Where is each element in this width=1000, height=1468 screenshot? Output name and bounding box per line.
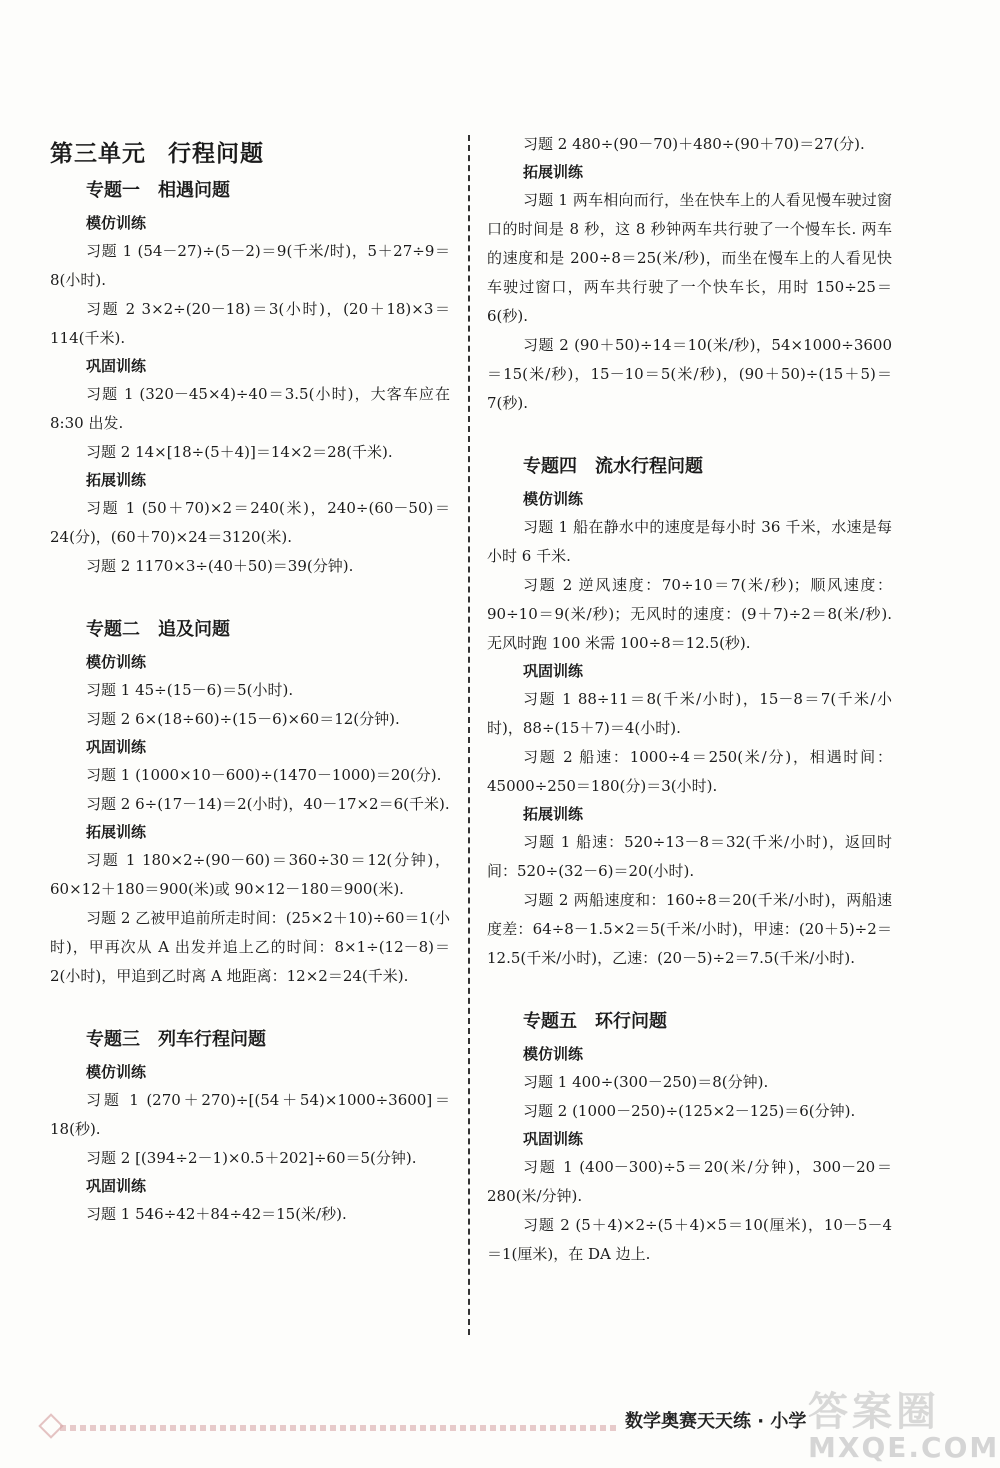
exercise: 习题 2 480÷(90－70)＋480÷(90＋70)＝27(分). [523,135,865,153]
exercise: 习题 2 6÷(17－14)＝2(小时)，40－17×2＝6(千米). [86,795,450,813]
exercise: 习题 1 (1000×10－600)÷(1470－1000)＝20(分). [86,766,442,784]
unit-name: 行程问题 [168,141,264,167]
exercise: 习题 2 [(394÷2－1)×0.5＋202]÷60＝5(分钟). [86,1149,417,1167]
exercise: 习题 1 546÷42＋84÷42＝15(米/秒). [86,1205,347,1223]
topic-2-title [86,615,450,645]
exercise: 习题 1 两车相向而行，坐在快车上的人看见慢车驶过窗口的时间是 8 秒，这 8 秒钟两车共行驶了一个慢车长. 两车的速度和是 200÷8＝25(米/秒)，而坐在慢车上的人看见快车驶过窗口，两车共行驶了一个快车长，用时 150÷25＝6(秒). [487,191,892,325]
topic-number: 专题三 [86,1029,140,1050]
exercise: 习题 2 1170×3÷(40＋50)＝39(分钟). [86,557,354,575]
topic-number: 专题二 [86,619,140,640]
topic-number: 专题四 [523,456,577,477]
topic-4-title [523,452,892,482]
exercise: 习题 1 (320－45×4)÷40＝3.5(小时)，大客车应在 8:30 出发. [50,385,450,432]
section-label: 拓展训练 [523,163,584,181]
section-label: 巩固训练 [523,1130,584,1148]
section-label: 巩固训练 [523,662,584,680]
watermark-url: MXQE.COM [808,1431,1000,1464]
exercise: 习题 1 88÷11＝8(千米/小时)，15－8＝7(千米/小时)，88÷(15＋7)＝4(小时). [487,690,892,737]
unit-prefix: 第三单元 [50,141,146,167]
exercise: 习题 1 180×2÷(90－60)＝360÷30＝12(分钟)，60×12＋180＝900(米)或 90×12－180＝900(米). [50,851,450,898]
topic-name: 列车行程问题 [158,1029,266,1050]
right-column [487,130,892,1269]
section-label: 拓展训练 [86,471,147,489]
topic-number: 专题一 [86,180,140,201]
topic-number: 专题五 [523,1011,577,1032]
section-label: 模仿训练 [86,1063,147,1081]
section-label: 拓展训练 [86,823,147,841]
section-label: 模仿训练 [523,1045,584,1063]
exercise: 习题 2 14×[18÷(5＋4)]＝14×2＝28(千米). [86,443,393,461]
exercise: 习题 1 (270＋270)÷[(54＋54)×1000÷3600]＝18(秒). [50,1091,450,1138]
exercise: 习题 2 3×2÷(20－18)＝3(小时)，(20＋18)×3＝114(千米). [50,300,450,347]
section-label: 巩固训练 [86,738,147,756]
footer-dotted-rule [60,1425,620,1431]
section-label: 巩固训练 [86,1177,147,1195]
topic-5-title [523,1007,892,1037]
exercise: 习题 1 (54－27)÷(5－2)＝9(千米/时)，5＋27÷9＝8(小时). [50,242,450,289]
watermark-logo-text: 答案圈 [808,1389,940,1435]
section-label: 模仿训练 [523,490,584,508]
section-label: 模仿训练 [86,653,147,671]
watermark [808,1380,1000,1464]
exercise: 习题 1 (50＋70)×2＝240(米)，240÷(60－50)＝24(分)，(60＋70)×24＝3120(米). [50,499,450,546]
exercise: 习题 2 (1000－250)÷(125×2－125)＝6(分钟). [523,1102,856,1120]
topic-name: 相遇问题 [158,180,230,201]
topic-name: 流水行程问题 [595,456,703,477]
exercise: 习题 2 船速：1000÷4＝250(米/分)，相遇时间：45000÷250＝180(分)＝3(小时). [487,748,892,795]
topic-name: 追及问题 [158,619,230,640]
topic-1-title [86,176,450,206]
unit-title [50,135,450,168]
exercise: 习题 2 乙被甲追前所走时间：(25×2＋10)÷60＝1(小时)，甲再次从 A 出发并追上乙的时间：8×1÷(12－8)＝2(小时)，甲追到乙时离 A 地距离：12×2＝24(千米). [50,909,450,985]
exercise: 习题 2 两船速度和：160÷8＝20(千米/小时)，两船速度差：64÷8－1.5×2＝5(千米/小时)，甲速：(20＋5)÷2＝12.5(千米/小时)，乙速：(20－5)÷2＝7.5(千米/小时). [487,891,892,967]
left-column [50,130,450,1229]
exercise: 习题 2 逆风速度：70÷10＝7(米/秒)；顺风速度：90÷10＝9(米/秒)；无风时的速度：(9＋7)÷2＝8(米/秒). 无风时跑 100 米需 100÷8＝12.5(秒). [487,576,892,652]
column-divider [468,135,470,1335]
exercise: 习题 1 (400－300)÷5＝20(米/分钟)，300－20＝280(米/分钟). [487,1158,892,1205]
topic-name: 环行问题 [595,1011,667,1032]
topic-3-title [86,1025,450,1055]
footer-book-title: 数学奥赛天天练 · 小学 [625,1411,807,1432]
exercise: 习题 2 6×(18÷60)÷(15－6)×60＝12(分钟). [86,710,400,728]
section-label: 拓展训练 [523,805,584,823]
exercise: 习题 1 船速：520÷13－8＝32(千米/小时)，返回时间：520÷(32－6)＝20(小时). [487,833,892,880]
exercise: 习题 2 (5＋4)×2÷(5＋4)×5＝10(厘米)，10－5－4＝1(厘米)，在 DA 边上. [487,1216,892,1263]
exercise: 习题 1 400÷(300－250)＝8(分钟). [523,1073,769,1091]
section-label: 巩固训练 [86,357,147,375]
section-label: 模仿训练 [86,214,147,232]
exercise: 习题 1 45÷(15－6)＝5(小时). [86,681,294,699]
exercise: 习题 2 (90＋50)÷14＝10(米/秒)，54×1000÷3600＝15(米/秒)，15－10＝5(米/秒)，(90＋50)÷(15＋5)＝7(秒). [487,336,892,412]
exercise: 习题 1 船在静水中的速度是每小时 36 千米，水速是每小时 6 千米. [487,518,892,565]
